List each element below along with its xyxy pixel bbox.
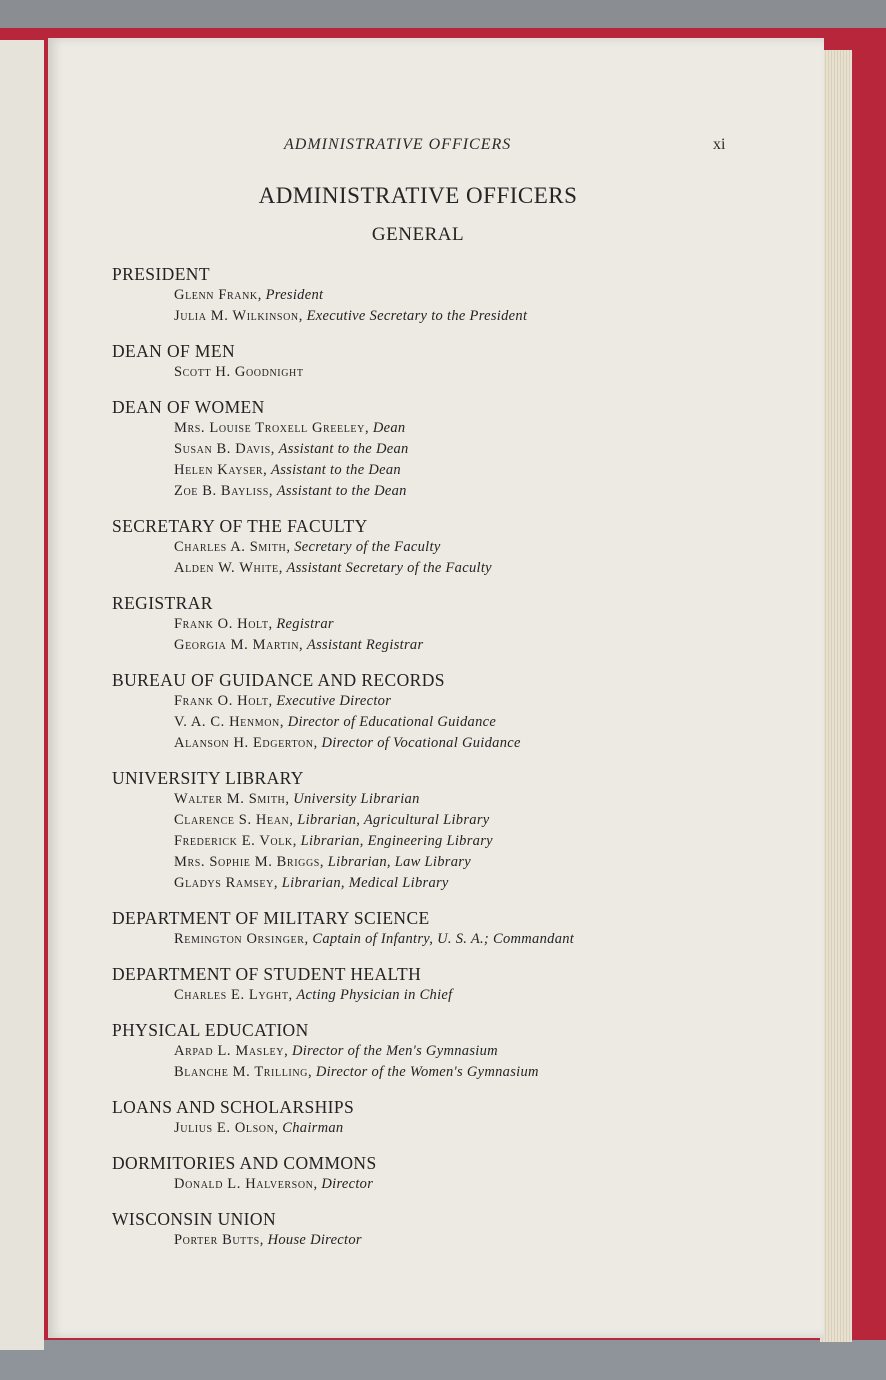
officer-name: Mrs. Louise Troxell Greeley, [174, 420, 370, 436]
section-heading: PRESIDENT [112, 264, 210, 284]
officer-entry [174, 439, 812, 460]
officer-title: Assistant Registrar [306, 637, 424, 653]
officer-title: Librarian, Law Library [327, 854, 471, 870]
officer-name: Mrs. Sophie M. Briggs, [174, 854, 325, 870]
officer-title: Librarian, Agricultural Library [297, 812, 490, 828]
officer-title: University Librarian [293, 791, 420, 807]
section-heading: SECRETARY OF THE FACULTY [112, 516, 368, 536]
officer-entry [174, 362, 812, 383]
officer-name: Frank O. Holt, [174, 693, 273, 709]
page-number: xi [713, 136, 726, 153]
officer-entry [174, 558, 812, 579]
officer-name: Julia M. Wilkinson, [174, 308, 303, 324]
officer-name: Arpad L. Masley, [174, 1043, 289, 1059]
officer-entry [174, 635, 812, 656]
directory-section [112, 1019, 812, 1083]
officer-entry [174, 537, 812, 558]
officer-title: House Director [267, 1232, 362, 1248]
officer-entry [174, 1041, 812, 1062]
officer-title: Director [321, 1176, 374, 1192]
directory-section [112, 669, 812, 754]
officer-title: Director of the Women's Gymnasium [315, 1064, 539, 1080]
officer-entry [174, 789, 812, 810]
directory-section [112, 1152, 812, 1195]
officer-name: Scott H. Goodnight [174, 364, 304, 380]
officer-entry [174, 810, 812, 831]
officer-name: Remington Orsinger, [174, 931, 309, 947]
officer-name: Clarence S. Hean, [174, 812, 294, 828]
officer-title: Captain of Infantry, U. S. A.; Commandant [312, 931, 575, 947]
officer-title: Assistant Secretary of the Faculty [286, 560, 492, 576]
section-heading: WISCONSIN UNION [112, 1209, 276, 1229]
officer-directory [112, 263, 812, 1264]
page-subtitle: GENERAL [371, 224, 465, 245]
officer-title: Director of Vocational Guidance [321, 735, 521, 751]
officer-entry [174, 460, 812, 481]
officer-name: Alden W. White, [174, 560, 283, 576]
section-heading: DEPARTMENT OF STUDENT HEALTH [112, 964, 422, 984]
officer-entry [174, 712, 812, 733]
officer-entry [174, 481, 812, 502]
section-heading: DORMITORIES AND COMMONS [112, 1153, 377, 1173]
directory-section [112, 767, 812, 894]
directory-section [112, 907, 812, 950]
directory-section [112, 1208, 812, 1251]
officer-name: Zoe B. Bayliss, [174, 483, 274, 499]
section-heading: DEAN OF WOMEN [112, 397, 265, 417]
officer-title: Director of the Men's Gymnasium [291, 1043, 498, 1059]
officer-entry [174, 733, 812, 754]
officer-entry [174, 1118, 812, 1139]
officer-entry [174, 929, 812, 950]
officer-entry [174, 1230, 812, 1251]
officer-title: Secretary of the Faculty [294, 539, 441, 555]
directory-section [112, 592, 812, 656]
officer-title: Executive Director [276, 693, 392, 709]
officer-entry [174, 1174, 812, 1195]
officer-entry [174, 1062, 812, 1083]
officer-entry [174, 306, 812, 327]
officer-entry [174, 831, 812, 852]
officer-name: Susan B. Davis, [174, 441, 275, 457]
officer-title: Librarian, Engineering Library [300, 833, 493, 849]
officer-entry [174, 614, 812, 635]
officer-entry [174, 873, 812, 894]
running-head: ADMINISTRATIVE OFFICERS [284, 136, 512, 153]
officer-entry [174, 285, 812, 306]
officer-name: Frederick E. Volk, [174, 833, 297, 849]
officer-name: Frank O. Holt, [174, 616, 273, 632]
officer-name: Julius E. Olson, [174, 1120, 279, 1136]
section-heading: DEAN OF MEN [112, 341, 236, 361]
directory-section [112, 396, 812, 502]
officer-name: Alanson H. Edgerton, [174, 735, 318, 751]
officer-name: Helen Kayser, [174, 462, 268, 478]
officer-name: Charles E. Lyght, [174, 987, 293, 1003]
section-heading: BUREAU OF GUIDANCE AND RECORDS [112, 670, 445, 690]
officer-entry [174, 691, 812, 712]
section-heading: UNIVERSITY LIBRARY [112, 768, 304, 788]
section-heading: REGISTRAR [112, 593, 213, 613]
officer-name: Porter Butts, [174, 1232, 264, 1248]
officer-title: Registrar [276, 616, 334, 632]
officer-title: Executive Secretary to the President [306, 308, 528, 324]
section-heading: DEPARTMENT OF MILITARY SCIENCE [112, 908, 430, 928]
officer-title: Assistant to the Dean [278, 441, 409, 457]
officer-entry [174, 418, 812, 439]
page-title: ADMINISTRATIVE OFFICERS [258, 183, 578, 208]
directory-section [112, 1096, 812, 1139]
officer-title: Director of Educational Guidance [287, 714, 497, 730]
officer-title: Chairman [282, 1120, 344, 1136]
officer-title: Dean [372, 420, 406, 436]
officer-title: Assistant to the Dean [276, 483, 407, 499]
officer-title: President [265, 287, 324, 303]
officer-title: Acting Physician in Chief [296, 987, 453, 1003]
officer-name: Charles A. Smith, [174, 539, 291, 555]
officer-title: Librarian, Medical Library [281, 875, 449, 891]
officer-title: Assistant to the Dean [271, 462, 401, 478]
background-surface [0, 1340, 886, 1380]
section-heading: LOANS AND SCHOLARSHIPS [112, 1097, 355, 1117]
officer-name: Donald L. Halverson, [174, 1176, 318, 1192]
officer-name: Georgia M. Martin, [174, 637, 304, 653]
officer-name: V. A. C. Henmon, [174, 714, 285, 730]
directory-section [112, 340, 812, 383]
directory-section [112, 963, 812, 1006]
officer-name: Glenn Frank, [174, 287, 262, 303]
officer-name: Gladys Ramsey, [174, 875, 279, 891]
directory-section [112, 263, 812, 327]
officer-entry [174, 852, 812, 873]
directory-section [112, 515, 812, 579]
section-heading: PHYSICAL EDUCATION [112, 1020, 309, 1040]
officer-entry [174, 985, 812, 1006]
officer-name: Walter M. Smith, [174, 791, 290, 807]
officer-name: Blanche M. Trilling, [174, 1064, 313, 1080]
